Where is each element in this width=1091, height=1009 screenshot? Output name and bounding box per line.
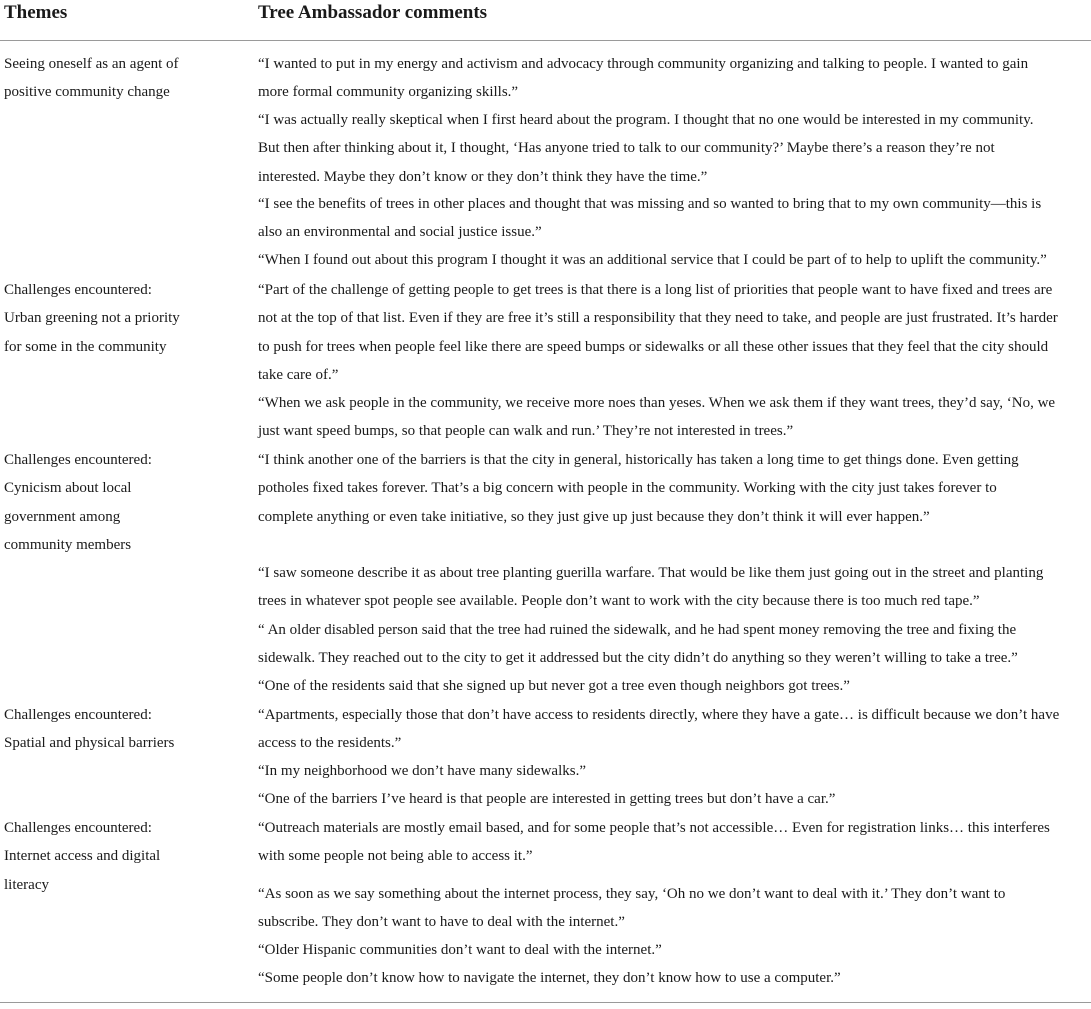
comment-text: “ An older disabled person said that the tree had ruined the sidewalk, and he had spent money removing the tree and fixing the bbox=[258, 622, 1017, 638]
comment-text: “Some people don’t know how to navigate the internet, they don’t know how to use a computer.” bbox=[258, 970, 841, 986]
comment-text: But then after thinking about it, I thought, ‘Has anyone tried to talk to our community?’ Maybe there’s a reason they’re not bbox=[258, 140, 995, 157]
ambassador-comment bbox=[258, 672, 1088, 700]
comment-text: “I think another one of the barriers is that the city in general, historically has taken a long time to get things done. Even getting bbox=[258, 452, 1019, 468]
theme-text: Challenges encountered: bbox=[4, 707, 152, 723]
ambassador-comment bbox=[258, 106, 1088, 191]
ambassador-comment bbox=[258, 757, 1088, 785]
theme-text: Challenges encountered: bbox=[4, 452, 152, 468]
comment-text: to push for trees when people feel like there are speed bumps or sidewalks or all these other issues that they feel that the city should bbox=[258, 338, 1049, 355]
ambassador-comment bbox=[258, 701, 1088, 758]
comment-text: “As soon as we say something about the internet process, they say, ‘Oh no we don’t want to deal with it.’ They don’t want to bbox=[258, 886, 1006, 902]
comment-text: trees in whatever spot people see available. People don’t want to work with the city because there is too much red tape.” bbox=[258, 593, 980, 610]
ambassador-comment bbox=[258, 785, 1088, 813]
comment-text: “One of the barriers I’ve heard is that people are interested in getting trees but don’t have a car.” bbox=[258, 791, 836, 807]
theme-text: Challenges encountered: bbox=[4, 820, 152, 836]
comment-text: complete anything or even take initiative, so they just give up just because they don’t think it will ever happen.” bbox=[258, 508, 930, 525]
comments-column-header: Tree Ambassador comments bbox=[258, 2, 488, 23]
theme-text: Cynicism about local bbox=[4, 480, 132, 497]
comment-text: “I saw someone describe it as about tree planting guerilla warfare. That would be like them just going out in the street and planting bbox=[258, 565, 1044, 581]
ambassador-comment bbox=[258, 936, 1088, 964]
ambassador-comment bbox=[258, 276, 1088, 389]
theme-text: government among bbox=[4, 508, 121, 525]
theme-text: Spatial and physical barriers bbox=[4, 735, 175, 752]
comment-text: take care of.” bbox=[258, 366, 339, 383]
theme-text: community members bbox=[4, 536, 132, 553]
comment-text: “One of the residents said that she signed up but never got a tree even though neighbors got trees.” bbox=[258, 678, 850, 694]
themes-column-header: Themes bbox=[4, 2, 68, 23]
table-bottom-rule bbox=[0, 1002, 1091, 1003]
comment-text: “Part of the challenge of getting people to get trees is that there is a long list of priorities that people want to have fixed and trees are bbox=[258, 282, 1053, 298]
comment-text: just want speed bumps, so that people can walk and run.’ They’re not interested in trees.” bbox=[258, 423, 794, 440]
ambassador-comment bbox=[258, 616, 1088, 673]
theme-cell bbox=[4, 446, 204, 559]
comment-text: potholes fixed takes forever. That’s a big concern with people in the community. Working with the city just takes forever to bbox=[258, 480, 997, 497]
comment-text: “When I found out about this program I thought it was an additional service that I could be part of to help to uplift the community.” bbox=[258, 252, 1047, 268]
ambassador-comment bbox=[258, 389, 1088, 446]
comment-text: sidewalk. They reached out to the city to get it addressed but the city didn’t do anything so they weren’t willing to take a tree.” bbox=[258, 650, 1018, 667]
ambassador-comment bbox=[258, 50, 1088, 107]
comment-text: “When we ask people in the community, we receive more noes than yeses. When we ask them if they want trees, they’d say, ‘No, we bbox=[258, 395, 1056, 411]
comment-text: “Apartments, especially those that don’t have access to residents directly, where they have a gate… is difficult because we don’t have bbox=[258, 707, 1060, 723]
theme-text: positive community change bbox=[4, 84, 170, 101]
ambassador-comment bbox=[258, 246, 1088, 274]
comment-text: not at the top of that list. Even if they are free it’s still a responsibility that they need to take, and people are just frustrated. It’s harder bbox=[258, 310, 1058, 327]
ambassador-comment bbox=[258, 814, 1088, 871]
comment-text: access to the residents.” bbox=[258, 735, 402, 752]
comment-text: more formal community organizing skills.” bbox=[258, 84, 519, 101]
comment-text: interested. Maybe they don’t know or they don’t think they have the time.” bbox=[258, 168, 708, 185]
comment-text: with some people not being able to access it.” bbox=[258, 848, 533, 865]
comment-text: subscribe. They don’t want to have to deal with the internet.” bbox=[258, 914, 625, 931]
comment-text: “Outreach materials are mostly email based, and for some people that’s not accessible… Even for registration links… this interferes bbox=[258, 820, 1050, 836]
theme-text: Urban greening not a priority bbox=[4, 310, 180, 327]
comment-text: also an environmental and social justice issue.” bbox=[258, 224, 542, 241]
table-header bbox=[0, 0, 1091, 41]
comment-text: “I was actually really skeptical when I first heard about the program. I thought that no one would be interested in my community. bbox=[258, 112, 1034, 128]
ambassador-comment bbox=[258, 446, 1088, 531]
ambassador-comment bbox=[258, 190, 1088, 247]
theme-text: Internet access and digital bbox=[4, 848, 161, 865]
ambassador-comment bbox=[258, 964, 1088, 992]
theme-cell bbox=[4, 276, 204, 361]
theme-text: literacy bbox=[4, 876, 49, 893]
ambassador-comment bbox=[258, 880, 1088, 937]
comment-text: “In my neighborhood we don’t have many sidewalks.” bbox=[258, 763, 586, 779]
comment-text: “I see the benefits of trees in other places and thought that was missing and so wanted to bring that to my own community—this is bbox=[258, 196, 1042, 212]
theme-text: Seeing oneself as an agent of bbox=[4, 56, 179, 72]
comment-text: “Older Hispanic communities don’t want to deal with the internet.” bbox=[258, 942, 662, 958]
theme-cell bbox=[4, 50, 204, 107]
comment-text: “I wanted to put in my energy and activism and advocacy through community organizing and talking to people. I wanted to gain bbox=[258, 56, 1029, 72]
theme-text: Challenges encountered: bbox=[4, 282, 152, 298]
theme-text: for some in the community bbox=[4, 338, 167, 355]
theme-cell bbox=[4, 701, 204, 758]
ambassador-comment bbox=[258, 559, 1088, 616]
theme-cell bbox=[4, 814, 204, 899]
